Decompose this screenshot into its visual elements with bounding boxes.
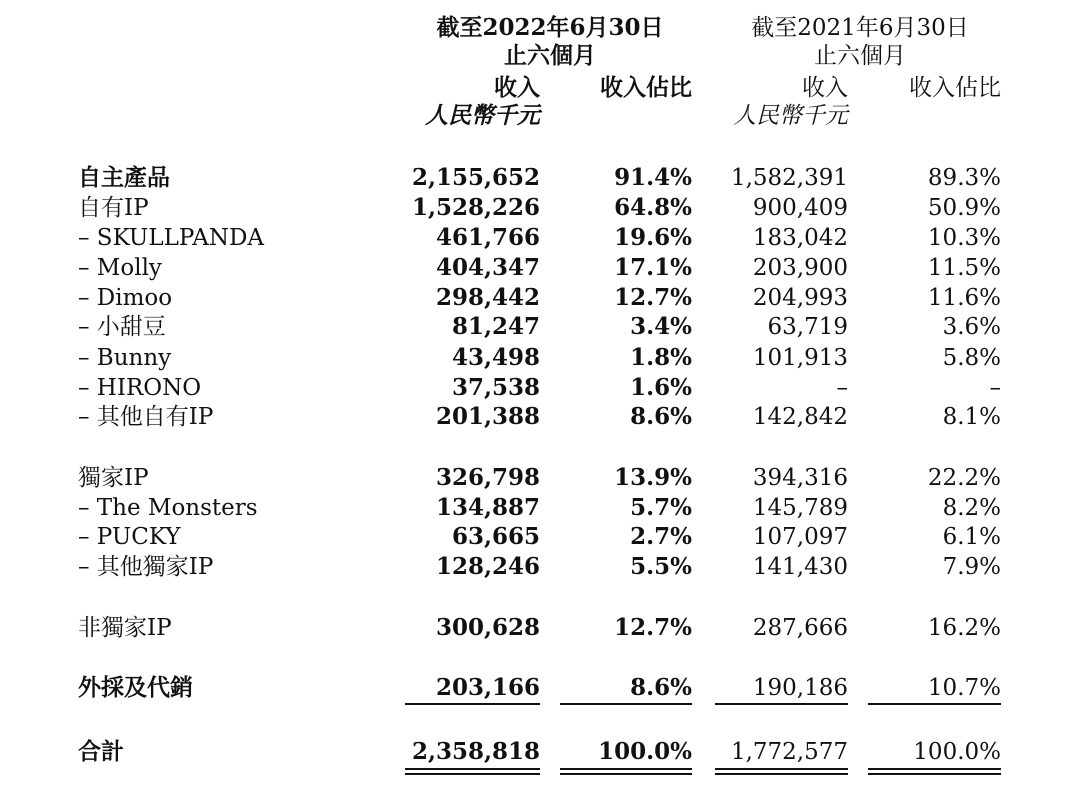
cell-revenue-2022: 63,665 bbox=[451, 523, 540, 550]
cell-revenue-2021: 145,789 bbox=[752, 495, 848, 521]
header-revenue-2022: 收入 bbox=[494, 74, 540, 101]
cell-ratio-2021: 10.7% bbox=[927, 675, 1001, 701]
cell-ratio-2021: 89.3% bbox=[927, 165, 1001, 191]
cell-ratio-2022: 64.8% bbox=[614, 194, 692, 221]
cell-ratio-2022: 1.8% bbox=[630, 344, 692, 371]
row-label: – SKULLPANDA bbox=[78, 225, 265, 251]
cell-revenue-2021: – bbox=[836, 375, 848, 401]
cell-ratio-2022: 1.6% bbox=[630, 374, 692, 401]
cell-revenue-2021: 101,913 bbox=[752, 345, 848, 371]
subtotal-rule bbox=[405, 703, 540, 705]
cell-revenue-2021: 900,409 bbox=[752, 195, 848, 221]
total-double-rule bbox=[405, 768, 540, 775]
cell-ratio-2021: 11.6% bbox=[927, 285, 1001, 311]
cell-revenue-2021: 107,097 bbox=[752, 524, 848, 550]
header-unit-2021: 人民幣千元 bbox=[733, 103, 848, 129]
cell-revenue-2021: 204,993 bbox=[752, 285, 848, 311]
cell-revenue-2021: 142,842 bbox=[752, 404, 848, 430]
cell-ratio-2022: 2.7% bbox=[630, 523, 692, 550]
cell-revenue-2021: 190,186 bbox=[752, 675, 848, 701]
cell-ratio-2021: – bbox=[989, 375, 1001, 401]
cell-revenue-2022: 37,538 bbox=[451, 374, 540, 401]
cell-ratio-2022: 3.4% bbox=[630, 313, 692, 340]
cell-revenue-2022: 1,528,226 bbox=[411, 194, 540, 221]
subtotal-rule bbox=[560, 703, 692, 705]
header-period-2022-line2: 止六個月 bbox=[504, 42, 596, 69]
cell-ratio-2022: 12.7% bbox=[614, 284, 692, 311]
cell-ratio-2022: 17.1% bbox=[614, 254, 692, 281]
row-label: – Bunny bbox=[78, 345, 172, 371]
cell-revenue-2021: 287,666 bbox=[752, 615, 848, 641]
cell-revenue-2022: 128,246 bbox=[435, 553, 540, 580]
cell-ratio-2021: 10.3% bbox=[927, 225, 1001, 251]
row-label: – 其他自有IP bbox=[78, 404, 214, 430]
row-label: – 其他獨家IP bbox=[78, 554, 214, 580]
cell-revenue-2022: 300,628 bbox=[435, 614, 540, 641]
subtotal-rule bbox=[715, 703, 848, 705]
cell-ratio-2021: 8.2% bbox=[942, 495, 1001, 521]
cell-ratio-2021: 6.1% bbox=[942, 524, 1001, 550]
cell-ratio-2022: 5.7% bbox=[630, 494, 692, 521]
total-revenue-2021: 1,772,577 bbox=[730, 739, 848, 765]
cell-ratio-2022: 8.6% bbox=[630, 674, 692, 701]
row-label: – Molly bbox=[78, 255, 162, 281]
row-label: 外採及代銷 bbox=[78, 674, 193, 701]
cell-ratio-2021: 3.6% bbox=[942, 314, 1001, 340]
row-label: 自有IP bbox=[78, 195, 149, 221]
header-unit-2022: 人民幣千元 bbox=[425, 102, 540, 129]
cell-revenue-2022: 203,166 bbox=[435, 674, 540, 701]
row-label: – PUCKY bbox=[78, 524, 181, 550]
cell-ratio-2021: 16.2% bbox=[927, 615, 1001, 641]
cell-revenue-2021: 141,430 bbox=[752, 554, 848, 580]
cell-revenue-2022: 201,388 bbox=[435, 403, 540, 430]
header-period-2021-line1: 截至2021年6月30日 bbox=[751, 15, 969, 41]
cell-revenue-2022: 43,498 bbox=[451, 344, 540, 371]
row-label: – HIRONO bbox=[78, 375, 202, 401]
cell-revenue-2021: 63,719 bbox=[767, 314, 848, 340]
header-ratio-2022: 收入佔比 bbox=[600, 74, 692, 101]
cell-ratio-2022: 5.5% bbox=[630, 553, 692, 580]
cell-ratio-2021: 7.9% bbox=[942, 554, 1001, 580]
cell-revenue-2021: 183,042 bbox=[752, 225, 848, 251]
header-period-2021-line2: 止六個月 bbox=[814, 43, 906, 69]
cell-ratio-2021: 5.8% bbox=[942, 345, 1001, 371]
row-label: 自主產品 bbox=[78, 164, 170, 191]
total-double-rule bbox=[560, 768, 692, 775]
cell-revenue-2021: 203,900 bbox=[752, 255, 848, 281]
header-period-2022-line1: 截至2022年6月30日 bbox=[436, 14, 664, 41]
cell-ratio-2022: 12.7% bbox=[614, 614, 692, 641]
total-double-rule bbox=[868, 768, 1001, 775]
row-label: 獨家IP bbox=[78, 465, 149, 491]
row-label: – Dimoo bbox=[78, 285, 173, 311]
cell-revenue-2022: 461,766 bbox=[435, 224, 540, 251]
row-label: 非獨家IP bbox=[78, 615, 172, 641]
row-label: – The Monsters bbox=[78, 495, 258, 521]
cell-revenue-2022: 326,798 bbox=[435, 464, 540, 491]
cell-ratio-2021: 11.5% bbox=[927, 255, 1001, 281]
cell-ratio-2022: 19.6% bbox=[614, 224, 692, 251]
cell-revenue-2022: 134,887 bbox=[435, 494, 540, 521]
header-revenue-2021: 收入 bbox=[802, 75, 848, 101]
cell-revenue-2021: 394,316 bbox=[752, 465, 848, 491]
cell-revenue-2021: 1,582,391 bbox=[730, 165, 848, 191]
cell-ratio-2021: 8.1% bbox=[942, 404, 1001, 430]
cell-revenue-2022: 298,442 bbox=[435, 284, 540, 311]
cell-revenue-2022: 2,155,652 bbox=[411, 164, 540, 191]
total-ratio-2021: 100.0% bbox=[913, 739, 1001, 765]
cell-revenue-2022: 81,247 bbox=[451, 313, 540, 340]
cell-revenue-2022: 404,347 bbox=[435, 254, 540, 281]
total-double-rule bbox=[715, 768, 848, 775]
total-revenue-2022: 2,358,818 bbox=[411, 738, 540, 765]
header-ratio-2021: 收入佔比 bbox=[909, 75, 1001, 101]
total-ratio-2022: 100.0% bbox=[598, 738, 692, 765]
cell-ratio-2021: 22.2% bbox=[927, 465, 1001, 491]
row-label: – 小甜豆 bbox=[78, 314, 166, 340]
cell-ratio-2022: 13.9% bbox=[614, 464, 692, 491]
cell-ratio-2021: 50.9% bbox=[927, 195, 1001, 221]
total-label: 合計 bbox=[78, 738, 124, 765]
cell-ratio-2022: 8.6% bbox=[630, 403, 692, 430]
cell-ratio-2022: 91.4% bbox=[614, 164, 692, 191]
subtotal-rule bbox=[868, 703, 1001, 705]
